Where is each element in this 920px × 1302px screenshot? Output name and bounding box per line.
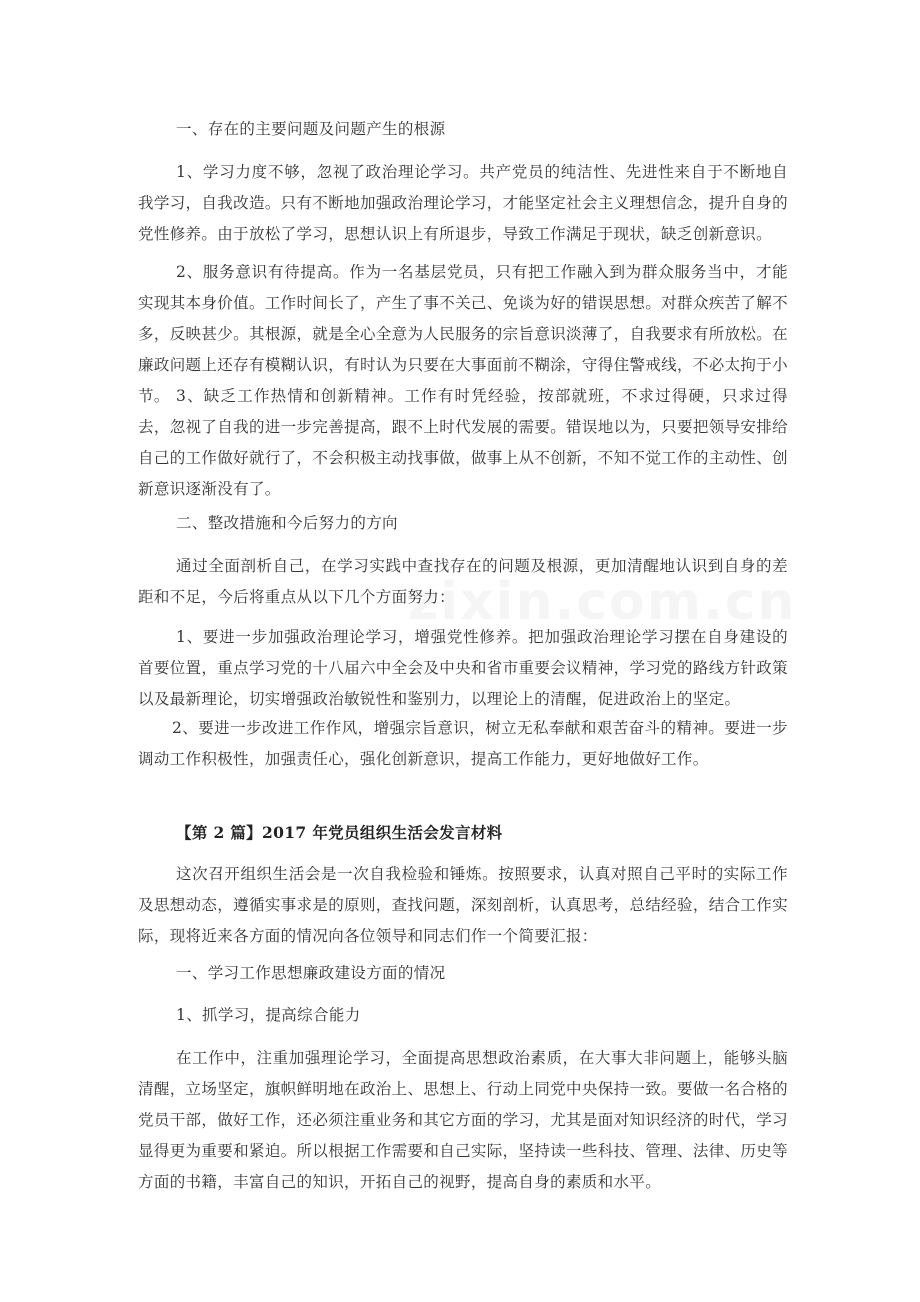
article2-heading-1: 一、学习工作思想廉政建设方面的情况 bbox=[176, 964, 446, 982]
article2-paragraph-1: 在工作中，注重加强理论学习，全面提高思想政治素质，在大事大非问题上，能够头脑清醒，立场坚定，旗帜鲜明地在政治上、思想上、行动上同党中央保持一致。要做一名合格的党员干部，做好工作，还必须注重业务和其它方面的学习，尤其是面对知识经济的时代，学习显得更为重要和紧迫。所以根据工作需要和自己实际，坚持读一些科技、管理、法律、历史等方面的书籍，丰富自己的知识，开拓自己的视野，提高自身的素质和水平。 bbox=[138, 1049, 788, 1191]
section2-intro: 通过全面剖析自己，在学习实践中查找存在的问题及根源，更加清醒地认识到自身的差距和不足，今后将重点从以下几个方面努力： bbox=[138, 557, 788, 606]
section1-heading: 一、存在的主要问题及问题产生的根源 bbox=[176, 120, 446, 138]
article2-subheading-1: 1、抓学习，提高综合能力 bbox=[176, 1006, 361, 1024]
section2-paragraph-1: 1、要进一步加强政治理论学习，增强党性修养。把加强政治理论学习摆在自身建设的首要位置，重点学习党的十八届六中全会及中央和省市重要会议精神，学习党的路线方针政策以及最新理论，切实增强政治敏锐性和鉴别力，以理论上的清醒，促进政治上的坚定。 bbox=[138, 628, 788, 708]
article2-intro: 这次召开组织生活会是一次自我检验和锤炼。按照要求，认真对照自己平时的实际工作及思想动态，遵循实事求是的原则，查找问题，深刻剖析，认真思考，总结经验，结合工作实际，现将近来各方面的情况向各位领导和同志们作一个简要汇报： bbox=[138, 865, 788, 945]
watermark: zixin.com.cn bbox=[408, 572, 797, 632]
section2-heading: 二、整改措施和今后努力的方向 bbox=[176, 514, 398, 532]
section2-paragraph-2: 2、要进一步改进工作作风，增强宗旨意识，树立无私奉献和艰苦奋斗的精神。要进一步调动工作积极性，加强责任心，强化创新意识，提高工作能力，更好地做好工作。 bbox=[138, 719, 788, 768]
section1-paragraph-2: 2、服务意识有待提高。作为一名基层党员，只有把工作融入到为群众服务当中，才能实现其本身价值。工作时间长了，产生了事不关己、免谈为好的错误思想。对群众疾苦了解不多，反映甚少。其根源，就是全心全意为人民服务的宗旨意识淡薄了，自我要求有所放松。在廉政问题上还存有模糊认识，有时认为只要在大事面前不糊涂，守得住警戒线，不必太拘于小节。 bbox=[138, 263, 788, 405]
section1-paragraph-3: 3、缺乏工作热情和创新精神。工作有时凭经验，按部就班，不求过得硬，只求过得去，忽视了自我的进一步完善提高，跟不上时代发展的需要。错误地以为，只要把领导安排给自己的工作做好就行了，不会积极主动找事做，做事上从不创新，不知不觉工作的主动性、创新意识逐渐没有了。 bbox=[138, 387, 788, 498]
section1-paragraph-1: 1、学习力度不够，忽视了政治理论学习。共产党员的纯洁性、先进性来自于不断地自我学习，自我改造。只有不断地加强政治理论学习，才能坚定社会主义理想信念，提升自身的党性修养。由于放松了学习，思想认识上有所退步，导致工作满足于现状，缺乏创新意识。 bbox=[138, 163, 788, 243]
article2-title: 【第 2 篇】2017 年党员组织生活会发言材料 bbox=[176, 823, 503, 842]
